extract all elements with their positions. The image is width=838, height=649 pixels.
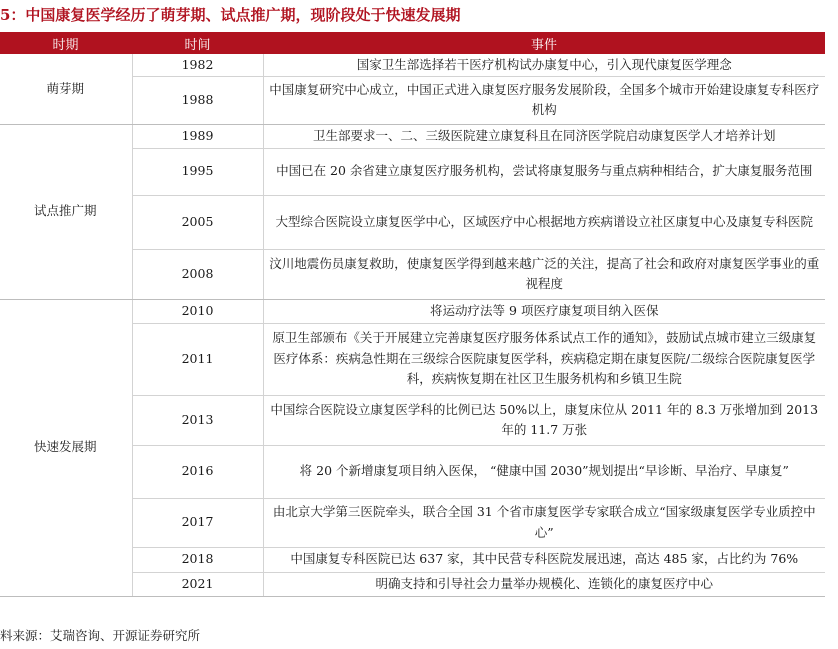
table-row xyxy=(0,124,825,148)
header-year: 时间 xyxy=(132,32,263,54)
event-cell: 将运动疗法等 9 项医疗康复项目纳入医保 xyxy=(263,299,825,323)
event-cell: 将 20 个新增康复项目纳入医保， “健康中国 2030”规划提出“早诊断、早治疗、早康复” xyxy=(263,445,825,498)
year-cell: 1988 xyxy=(132,76,263,124)
event-cell: 中国综合医院设立康复医学科的比例已达 50%以上，康复床位从 2011 年的 8.3 万张增加到 2013 年的 11.7 万张 xyxy=(263,395,825,445)
year-cell: 2005 xyxy=(132,195,263,249)
year-cell: 2017 xyxy=(132,498,263,547)
header-event: 事件 xyxy=(263,32,825,54)
table-row xyxy=(0,54,825,76)
event-cell: 汶川地震伤员康复救助，使康复医学得到越来越广泛的关注，提高了社会和政府对康复医学事业的重视程度 xyxy=(263,249,825,299)
table-title: 5：中国康复医学经历了萌芽期、试点推广期，现阶段处于快速发展期 xyxy=(0,6,461,24)
history-table xyxy=(0,32,825,597)
year-cell: 1995 xyxy=(132,148,263,195)
year-cell: 1989 xyxy=(132,124,263,148)
source-note: 料来源：艾瑞咨询、开源证券研究所 xyxy=(0,628,201,643)
year-cell: 2018 xyxy=(132,547,263,572)
event-cell: 卫生部要求一、二、三级医院建立康复科且在同济医学院启动康复医学人才培养计划 xyxy=(263,124,825,148)
event-cell: 国家卫生部选择若干医疗机构试办康复中心，引入现代康复医学理念 xyxy=(263,54,825,76)
year-cell: 2011 xyxy=(132,323,263,395)
year-cell: 2013 xyxy=(132,395,263,445)
period-cell-rapid: 快速发展期 xyxy=(0,299,132,596)
table-header-row xyxy=(0,32,825,54)
year-cell: 2016 xyxy=(132,445,263,498)
year-cell: 1982 xyxy=(132,54,263,76)
header-period: 时期 xyxy=(0,32,132,54)
period-cell-pilot: 试点推广期 xyxy=(0,124,132,299)
year-cell: 2010 xyxy=(132,299,263,323)
event-cell: 中国康复研究中心成立，中国正式进入康复医疗服务发展阶段，全国多个城市开始建设康复专科医疗机构 xyxy=(263,76,825,124)
event-cell: 大型综合医院设立康复医学中心，区域医疗中心根据地方疾病谱设立社区康复中心及康复专科医院 xyxy=(263,195,825,249)
event-cell: 原卫生部颁布《关于开展建立完善康复医疗服务体系试点工作的通知》，鼓励试点城市建立三级康复医疗体系：疾病急性期在三级综合医院康复医学科，疾病稳定期在康复医院/二级综合医院康复医学科，疾病恢复期在社区卫生服务机构和乡镇卫生院 xyxy=(263,323,825,395)
event-cell: 由北京大学第三医院牵头，联合全国 31 个省市康复医学专家联合成立“国家级康复医学专业质控中心” xyxy=(263,498,825,547)
table-row xyxy=(0,299,825,323)
event-cell: 明确支持和引导社会力量举办规模化、连锁化的康复医疗中心 xyxy=(263,572,825,596)
period-cell-budding: 萌芽期 xyxy=(0,54,132,124)
event-cell: 中国康复专科医院已达 637 家，其中民营专科医院发展迅速，高达 485 家，占比约为 76% xyxy=(263,547,825,572)
year-cell: 2021 xyxy=(132,572,263,596)
year-cell: 2008 xyxy=(132,249,263,299)
event-cell: 中国已在 20 余省建立康复医疗服务机构，尝试将康复服务与重点病种相结合，扩大康复服务范围 xyxy=(263,148,825,195)
